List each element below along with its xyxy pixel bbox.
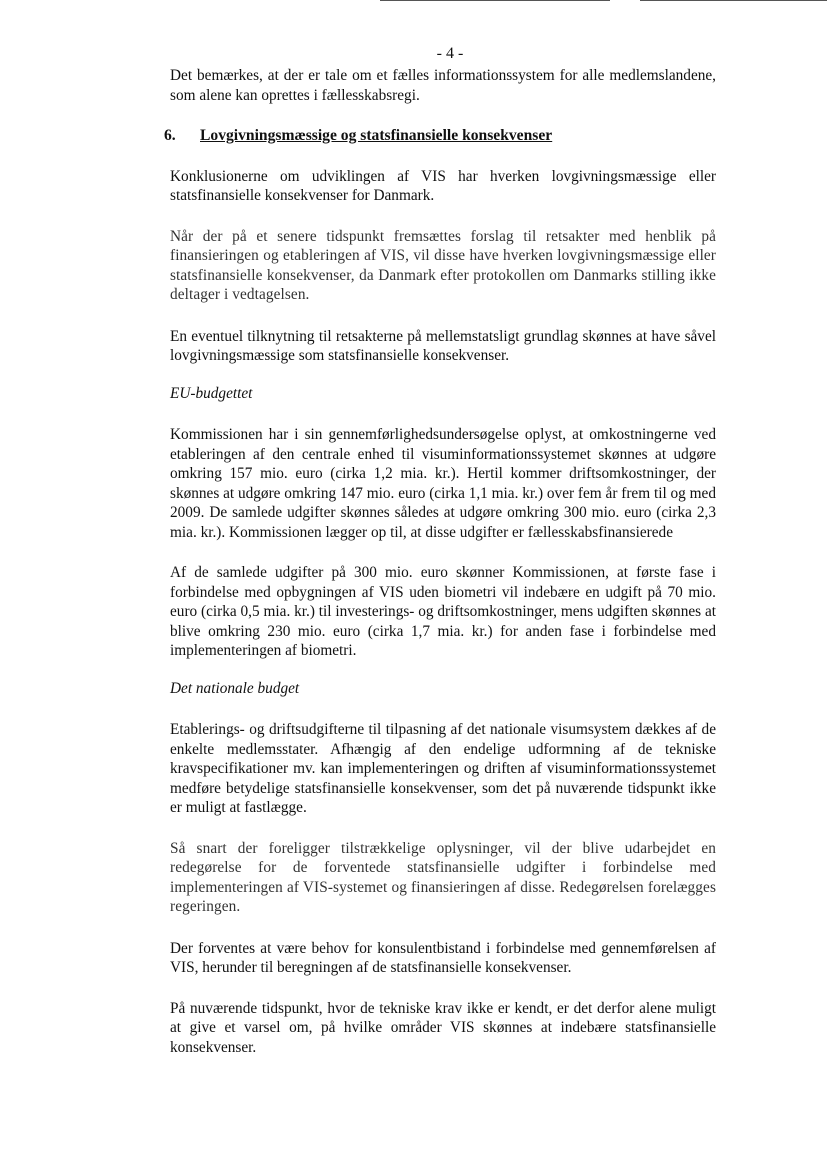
- scan-edge-line: [380, 0, 610, 1]
- eu-budget-paragraph-2: Af de samlede udgifter på 300 mio. euro skønner Kommissionen, at første fase i forbindelse med opbygningen af VIS uden biometri vil indebære en udgift på 70 mio. euro (cirka 0,5 mia. kr.) til investerings- og driftsomkostninger, mens udgiften skønnes at blive omkring 230 mio. euro (cirka 1,7 mia. kr.) for anden fase i forbindelse med implementeringen af biometri.: [170, 564, 716, 659]
- section6-paragraph-3: En eventuel tilknytning til retsakterne på mellemstatsligt grundlag skønnes at have såvel lovgivningsmæssige som statsfinansielle konsekvenser.: [170, 327, 716, 364]
- national-budget-paragraph-1: Etablerings- og driftsudgifterne til tilpasning af det nationale visumsystem dækkes af de enkelte medlemsstater. Afhængig af den endelige udformning af de tekniske kravspecifikationer mv. kan implementeringen og driften af visuminformationssystemet medføre betydelige statsfinansielle konsekvenser, som det på nuværende tidspunkt ikke er muligt at fastlægge.: [170, 721, 716, 816]
- national-budget-paragraph-2: Så snart der foreligger tilstrækkelige oplysninger, vil der blive udarbejdet en redegørelse for de forventede statsfinansielle udgifter i forbindelse med implementeringen af VIS-systemet og finansieringen af disse. Redegørelsen forelægges regeringen.: [170, 839, 716, 915]
- section-heading: [164, 126, 716, 146]
- document-body: [164, 66, 716, 1057]
- section-title: Lovgivningsmæssige og statsfinansielle konsekvenser: [200, 127, 553, 144]
- subheading-eu-budget: EU-budgettet: [170, 384, 253, 402]
- section-number: 6.: [164, 127, 176, 144]
- page-number: - 4 -: [436, 45, 464, 62]
- section6-paragraph-1: Konklusionerne om udviklingen af VIS har hverken lovgivningsmæssige eller statsfinansielle konsekvenser for Danmark.: [170, 167, 716, 204]
- national-budget-paragraph-4: På nuværende tidspunkt, hvor de tekniske krav ikke er kendt, er det derfor alene muligt at give et varsel om, på hvilke områder VIS skønnes at indebære statsfinansielle konsekvenser.: [170, 999, 716, 1056]
- intro-paragraph: Det bemærkes, at der er tale om et fælles informationssystem for alle medlemslandene, som alene kan oprettes i fællesskabsregi.: [170, 67, 716, 104]
- eu-budget-paragraph-1: Kommissionen har i sin gennemførlighedsundersøgelse oplyst, at omkostningerne ved etableringen af den centrale enhed til visuminformationssystemet skønnes at udgøre omkring 157 mio. euro (cirka 1,2 mia. kr.). Hertil kommer driftsomkostninger, der skønnes at udgøre omkring 147 mio. euro (cirka 1,1 mia. kr.) over fem år frem til og med 2009. De samlede udgifter skønnes således at udgøre omkring 300 mio. euro (cirka 2,3 mia. kr.). Kommissionen lægger op til, at disse udgifter er fællesskabsfinansierede: [170, 426, 716, 541]
- section6-paragraph-2: Når der på et senere tidspunkt fremsættes forslag til retsakter med henblik på finansieringen og etableringen af VIS, vil disse have hverken lovgivningsmæssige eller statsfinansielle konsekvenser, da Danmark efter protokollen om Danmarks stilling ikke deltager i vedtagelsen.: [170, 227, 716, 303]
- national-budget-paragraph-3: Der forventes at være behov for konsulentbistand i forbindelse med gennemførelsen af VIS, herunder til beregningen af de statsfinansielle konsekvenser.: [170, 939, 716, 976]
- scan-edge-line: [640, 0, 827, 1]
- subheading-national-budget: Det nationale budget: [170, 679, 300, 697]
